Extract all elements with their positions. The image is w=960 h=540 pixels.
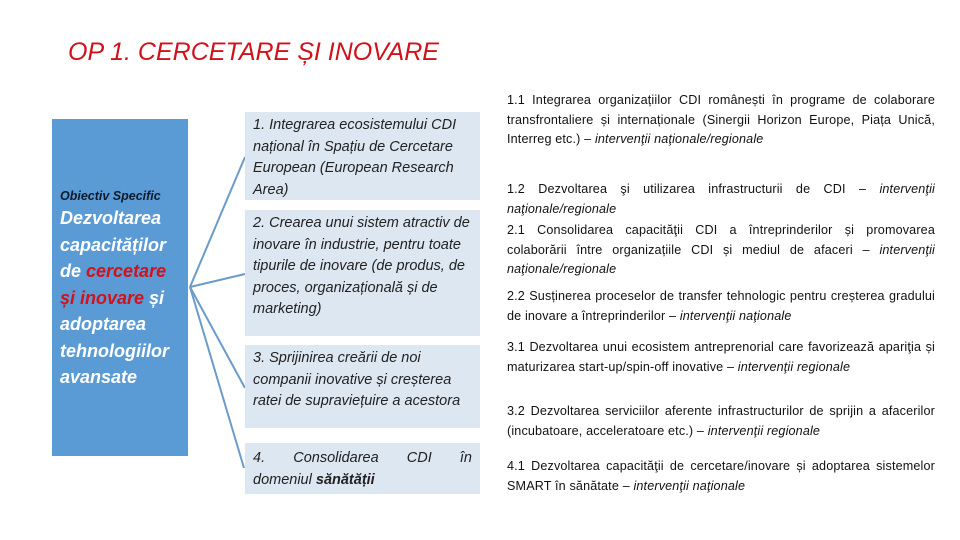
action-1-1: 1.1 Integrarea organizațiilor CDI românești în programe de colaborare transfrontaliere și internaționale (Sinergii Horizon Europe, Piața Unică, Interreg etc.) – intervenţii naţionale/regionale bbox=[507, 93, 935, 146]
priority-box-2: 2. Crearea unui sistem atractiv de inovare în industrie, pentru toate tipurile de inovare (de produs, de proces, organizațională și de marketing) bbox=[245, 210, 480, 336]
page-title: OP 1. CERCETARE ȘI INOVARE bbox=[68, 38, 439, 66]
connector-line bbox=[190, 287, 245, 388]
objective-highlight: cercetare și inovare bbox=[60, 261, 167, 308]
priority-4-line: 4. Consolidarea CDI în bbox=[253, 450, 472, 466]
action-3-1: 3.1 Dezvoltarea unui ecosistem antreprenorial care favorizează apariţia și maturizarea start-up/spin-off inovative – intervenţii regionale bbox=[507, 340, 935, 374]
connector-line bbox=[190, 157, 245, 287]
priority-box-3: 3. Sprijinirea creării de noi companii inovative și creșterea ratei de supraviețuire a acestora bbox=[245, 345, 480, 428]
action-1-2: 1.2 Dezvoltarea şi utilizarea infrastructurii de CDI – intervenţii naţionale/regionale bbox=[507, 182, 935, 216]
connector-line bbox=[190, 287, 244, 468]
action-2-1: 2.1 Consolidarea capacităţii CDI a întreprinderilor și promovarea colaborării între organizațiile CDI și mediul de afaceri – intervenţii naţionale/regionale bbox=[507, 223, 935, 276]
connector-line bbox=[190, 274, 245, 287]
action-3-2: 3.2 Dezvoltarea serviciilor aferente infrastructurilor de sprijin a afacerilor (incubatoare, acceleratoare etc.) – intervenţii regionale bbox=[507, 404, 935, 438]
priority-box-4 bbox=[245, 443, 480, 494]
priority-box-1: 1. Integrarea ecosistemului CDI național în Spațiu de Cercetare European (European Research Area) bbox=[245, 112, 480, 200]
objective-text-part: Dezvoltarea capacităților de bbox=[60, 208, 167, 281]
objective-text-part: și adoptarea tehnologiilor avansate bbox=[60, 287, 169, 387]
objective-label: Obiectiv Specific bbox=[60, 189, 161, 203]
priority-4-text: domeniul bbox=[253, 471, 316, 488]
action-4-1: 4.1 Dezvoltarea capacităţii de cercetare/inovare și adoptarea sistemelor SMART în sănătate – intervenţii naţionale bbox=[507, 459, 935, 493]
action-2-2: 2.2 Susținerea proceselor de transfer tehnologic pentru creșterea gradului de inovare a întreprinderilor – intervenţii naţionale bbox=[507, 289, 935, 323]
priority-4-bold: sănătății bbox=[315, 471, 375, 488]
